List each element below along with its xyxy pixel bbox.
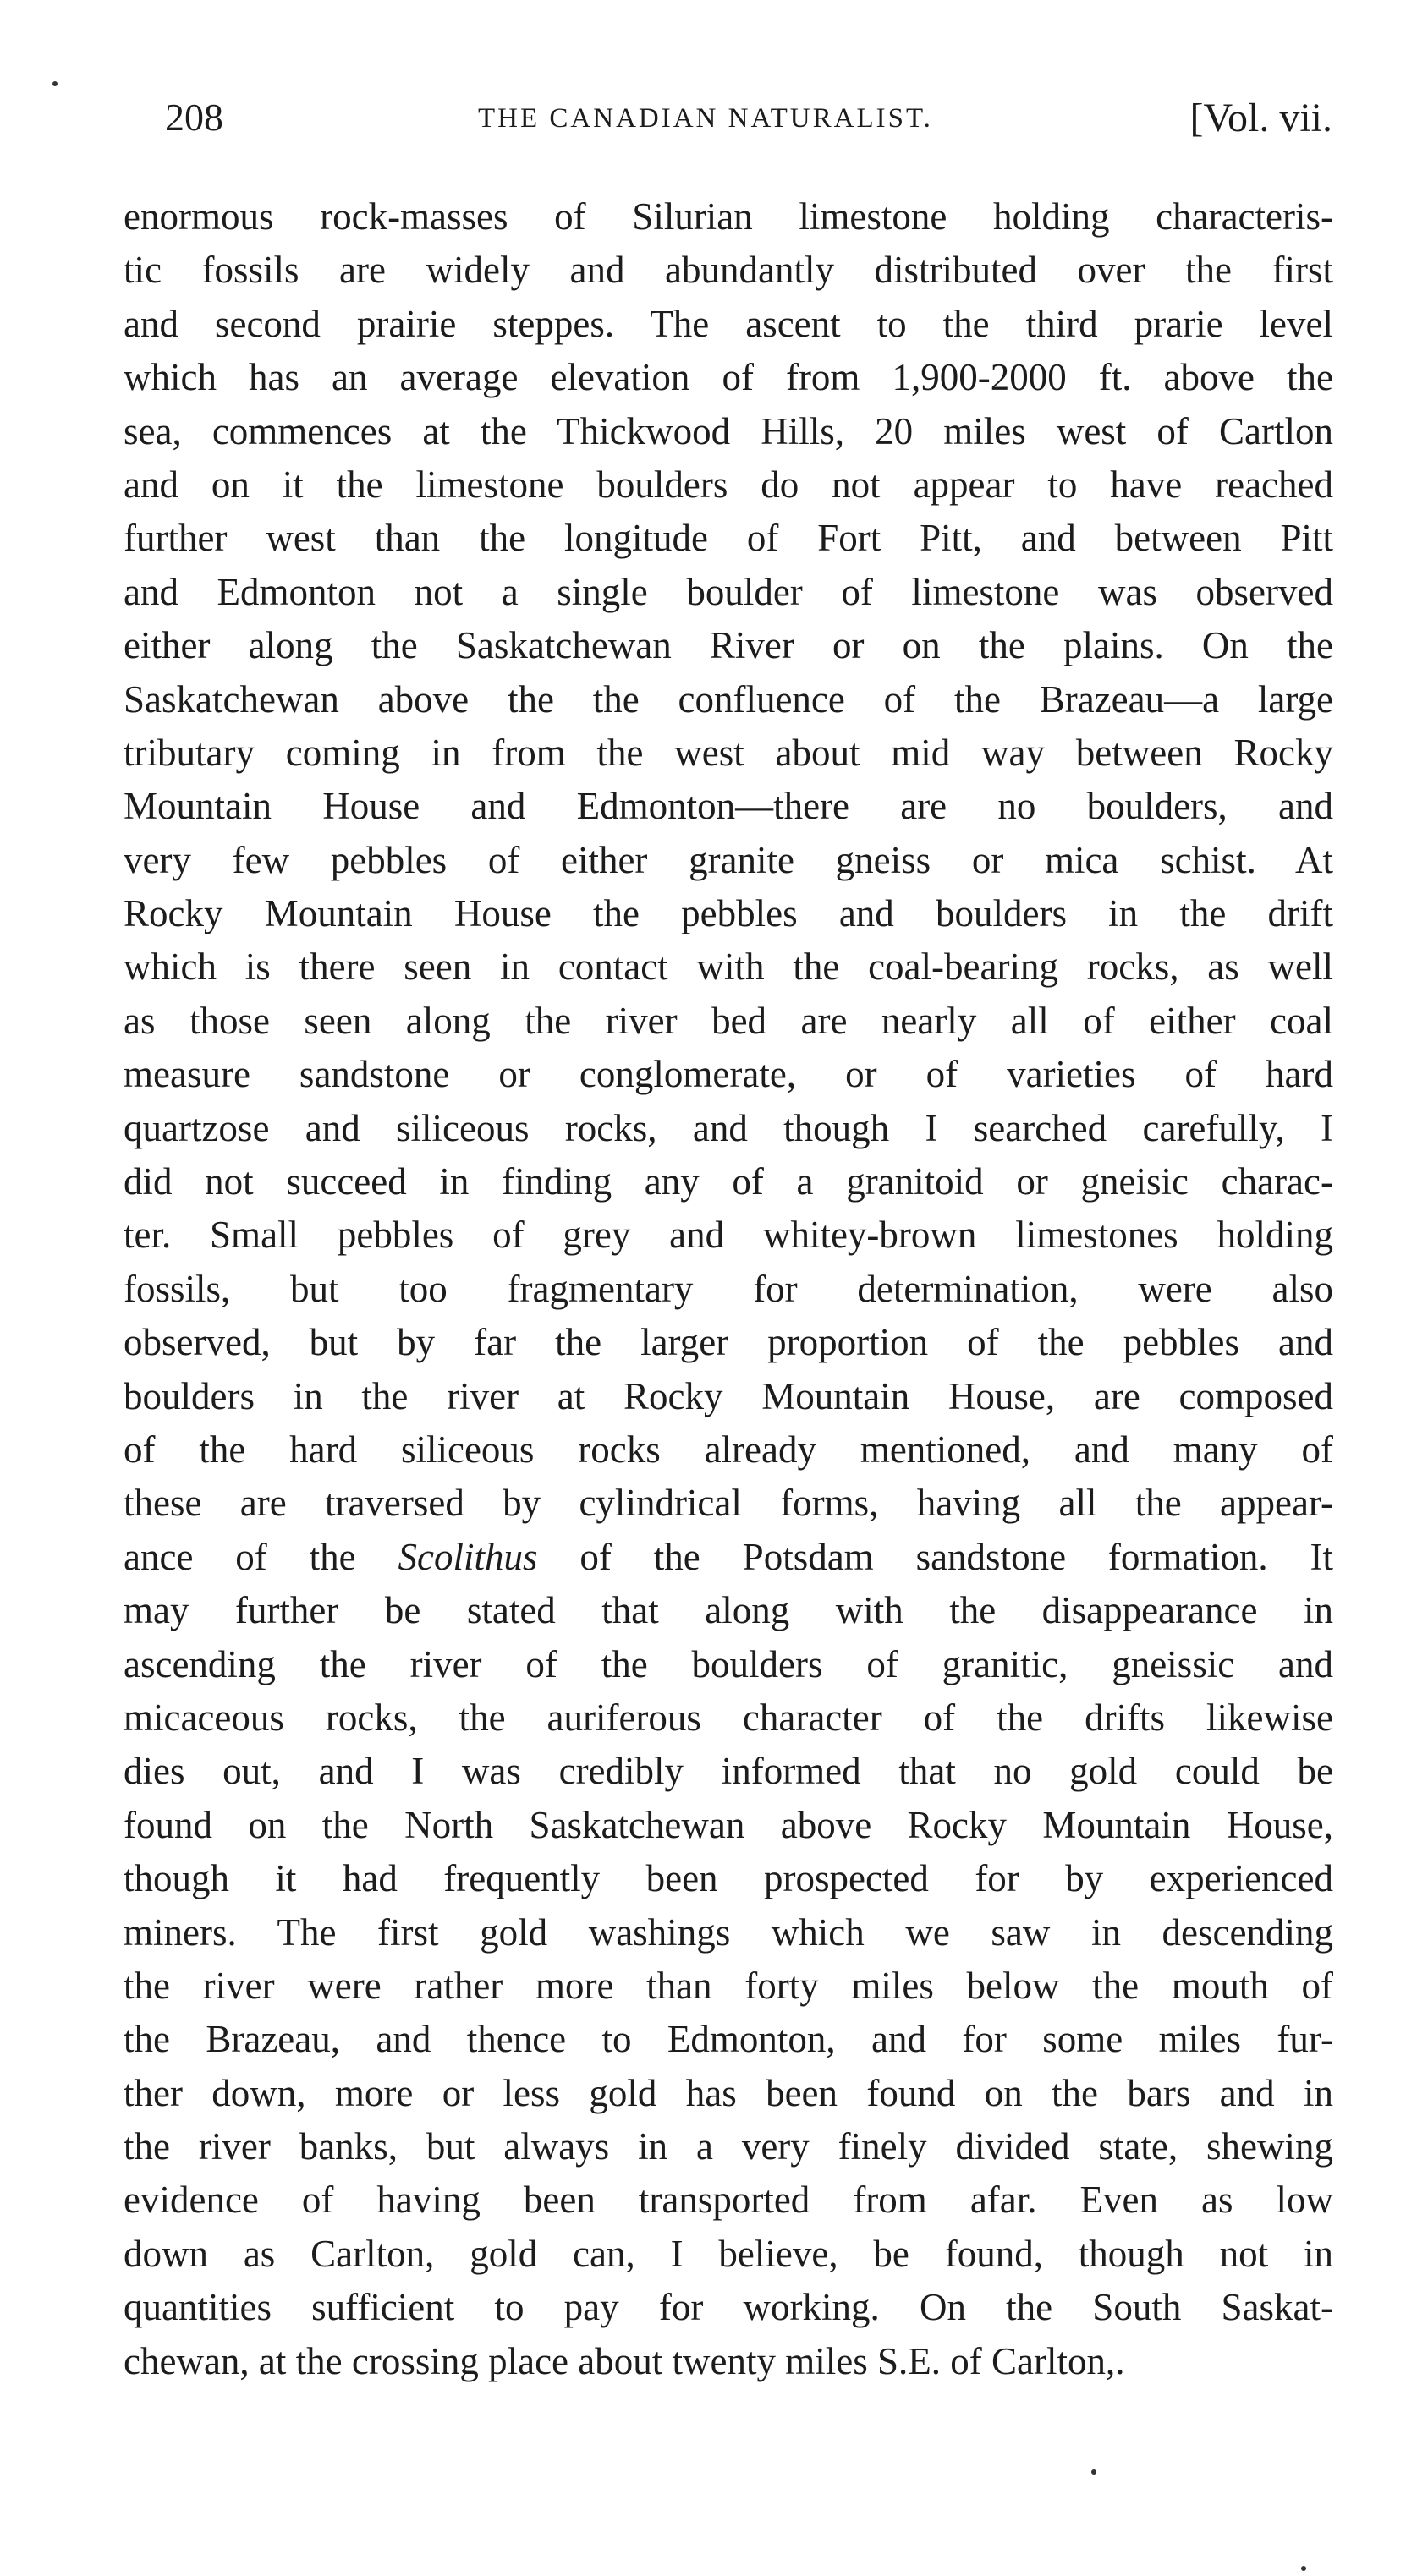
text-line: evidence of having been transported from afar. Even as low — [124, 2179, 1333, 2222]
text-line: micaceous rocks, the auriferous character of the drifts likewise — [124, 1696, 1333, 1739]
text-segment: of the Potsdam sandstone formation. It — [537, 1535, 1333, 1578]
text-line: the Brazeau, and thence to Edmonton, and for some miles fur- — [124, 2018, 1333, 2061]
text-line: further west than the longitude of Fort Pitt, and between Pitt — [124, 517, 1333, 560]
text-line: tributary coming in from the west about mid way between Rocky — [124, 731, 1333, 774]
stray-mark — [52, 81, 58, 86]
text-line: may further be stated that along with the disappearance in — [124, 1589, 1333, 1632]
stray-mark — [1091, 2469, 1096, 2475]
italic-term: Scolithus — [398, 1535, 538, 1578]
text-line: ther down, more or less gold has been found on the bars and in — [124, 2071, 1333, 2114]
text-line — [124, 1531, 1333, 1584]
text-line: which is there seen in contact with the coal-bearing rocks, as well — [124, 945, 1333, 989]
page-number: 208 — [165, 96, 223, 139]
text-line: and on it the limestone boulders do not appear to have reached — [124, 463, 1333, 506]
text-segment: ance of the — [124, 1535, 398, 1578]
text-line: observed, but by far the larger proportion of the pebbles and — [124, 1321, 1333, 1364]
text-line: dies out, and I was credibly informed that no gold could be — [124, 1750, 1333, 1793]
text-line: the river were rather more than forty miles below the mouth of — [124, 1964, 1333, 2007]
text-line: quartzose and siliceous rocks, and though I searched carefully, I — [124, 1106, 1333, 1149]
text-line: boulders in the river at Rocky Mountain House, are composed — [124, 1374, 1333, 1417]
text-line: very few pebbles of either granite gneiss or mica schist. At — [124, 838, 1333, 881]
text-line: did not succeed in finding any of a granitoid or gneisic charac- — [124, 1160, 1333, 1203]
text-line: either along the Saskatchewan River or on the plains. On the — [124, 624, 1333, 667]
text-line: which has an average elevation of from 1,900-2000 ft. above the — [124, 356, 1333, 399]
body-text — [124, 190, 1333, 2388]
text-line: these are traversed by cylindrical forms, having all the appear- — [124, 1482, 1333, 1525]
text-line: sea, commences at the Thickwood Hills, 20 miles west of Cartlon — [124, 409, 1333, 452]
text-line: Saskatchewan above the the confluence of the Brazeau—a large — [124, 677, 1333, 721]
text-line: Mountain House and Edmonton—there are no boulders, and — [124, 785, 1333, 828]
running-head: THE CANADIAN NATURALIST. — [478, 103, 933, 134]
text-line: tic fossils are widely and abundantly distributed over the first — [124, 249, 1333, 292]
page-header — [165, 95, 1332, 145]
text-line: found on the North Saskatchewan above Rocky Mountain House, — [124, 1803, 1333, 1846]
text-line: ascending the river of the boulders of granitic, gneissic and — [124, 1642, 1333, 1685]
text-line: the river banks, but always in a very finely divided state, shewing — [124, 2125, 1333, 2168]
text-line: measure sandstone or conglomerate, or of varieties of hard — [124, 1053, 1333, 1096]
text-line: quantities sufficient to pay for working. On the South Saskat- — [124, 2286, 1333, 2329]
text-line: miners. The first gold washings which we saw in descending — [124, 1910, 1333, 1954]
text-line: down as Carlton, gold can, I believe, be found, though not in — [124, 2232, 1333, 2275]
text-line: enormous rock-masses of Silurian limestone holding characteris- — [124, 195, 1333, 238]
text-line: fossils, but too fragmentary for determination, were also — [124, 1267, 1333, 1310]
text-line: chewan, at the crossing place about twenty miles S.E. of Carlton,. — [124, 2339, 1125, 2382]
text-line: Rocky Mountain House the pebbles and boulders in the drift — [124, 892, 1333, 935]
volume-label: [Vol. vii. — [1189, 96, 1332, 140]
text-line: of the hard siliceous rocks already mentioned, and many of — [124, 1428, 1333, 1471]
text-line: though it had frequently been prospected for by experienced — [124, 1857, 1333, 1900]
text-line: and second prairie steppes. The ascent to the third prarie level — [124, 302, 1333, 345]
text-line: and Edmonton not a single boulder of limestone was observed — [124, 570, 1333, 613]
text-line: ter. Small pebbles of grey and whitey-brown limestones holding — [124, 1214, 1333, 1257]
stray-mark — [1301, 2566, 1306, 2571]
text-line: as those seen along the river bed are nearly all of either coal — [124, 999, 1333, 1042]
